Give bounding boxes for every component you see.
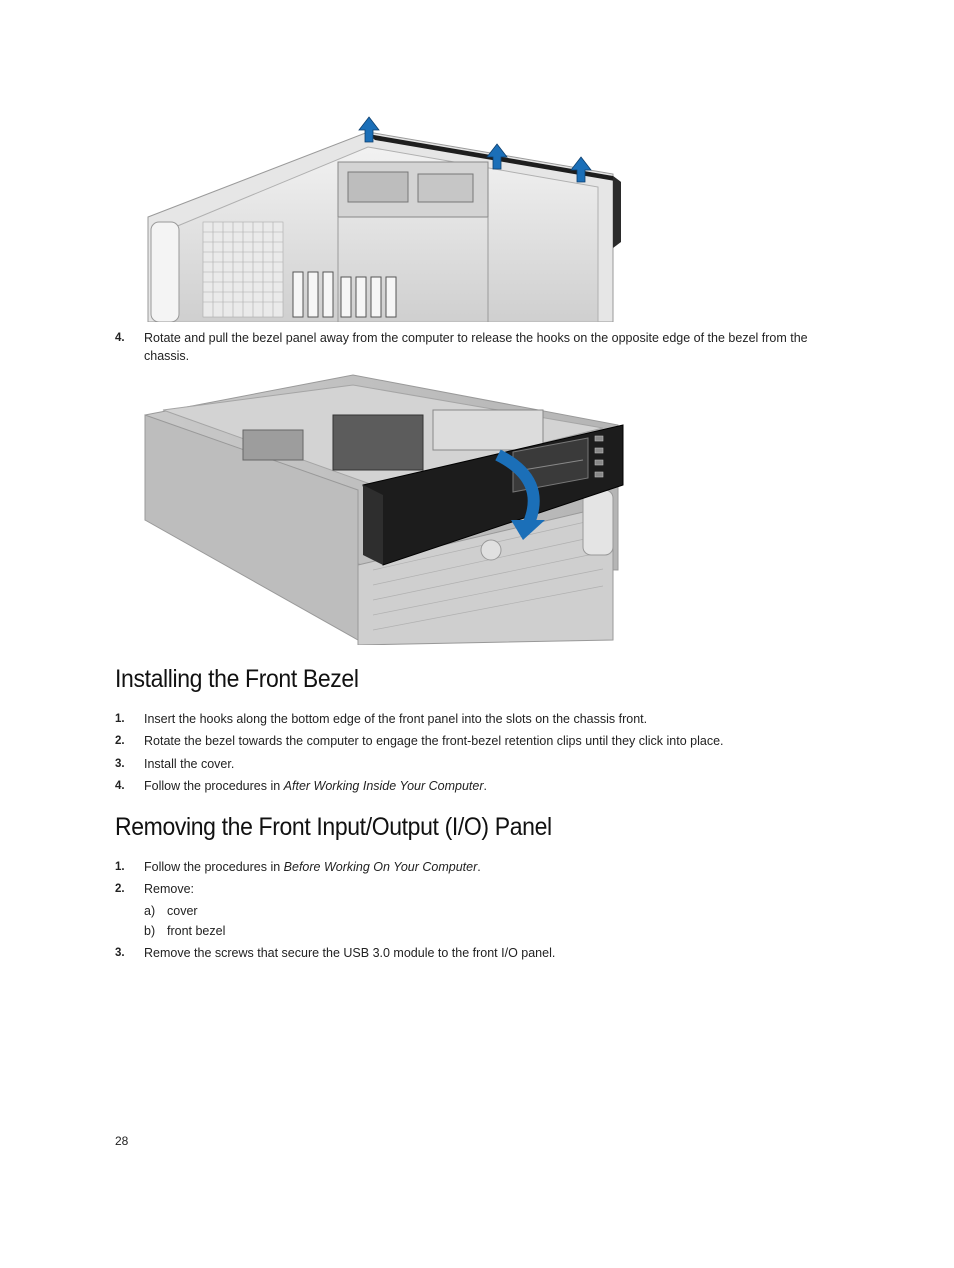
instruction-step	[115, 880, 825, 898]
step-number: 3.	[115, 947, 125, 959]
step-text-prefix: Follow the procedures in	[144, 779, 284, 793]
figure-bezel-rotate-away	[143, 370, 628, 645]
cross-reference-link[interactable]: Before Working On Your Computer	[283, 860, 478, 874]
step-text	[144, 858, 825, 876]
step-number: 1.	[115, 861, 125, 873]
step-text: Remove:	[144, 882, 195, 896]
step-number: 1.	[115, 713, 125, 725]
section-title-installing-front-bezel: Installing the Front Bezel	[115, 665, 359, 693]
step-text-prefix: Follow the procedures in	[144, 860, 284, 874]
step-text: Insert the hooks along the bottom edge of the front panel into the slots on the chassis front.	[144, 712, 648, 726]
step-text-suffix: .	[477, 860, 481, 874]
sub-step-text: cover	[167, 904, 198, 918]
step-text: Rotate and pull the bezel panel away from the computer to release the hooks on the opposite edge of the bezel from the chassis.	[144, 331, 808, 363]
step-number: 4.	[115, 780, 125, 792]
step-text: Install the cover.	[144, 757, 235, 771]
step-number: 3.	[115, 758, 125, 770]
page-number: 28	[115, 1134, 129, 1148]
step-text: Remove the screws that secure the USB 3.0 module to the front I/O panel.	[144, 946, 556, 960]
instruction-step	[115, 858, 825, 876]
cross-reference-link[interactable]: After Working Inside Your Computer	[283, 779, 484, 793]
step-number: 2.	[115, 883, 125, 895]
instruction-step	[115, 732, 825, 750]
instruction-step	[115, 329, 825, 365]
sub-step	[144, 902, 198, 920]
instruction-step	[115, 755, 825, 773]
step-number: 2.	[115, 735, 125, 747]
sub-step	[144, 922, 225, 940]
sub-step-letter: b)	[144, 924, 156, 938]
step-text: Rotate the bezel towards the computer to engage the front-bezel retention clips until they click into place.	[144, 734, 724, 748]
step-text-suffix: .	[483, 779, 488, 793]
figure-bezel-release-hooks	[143, 112, 628, 322]
instruction-step	[115, 777, 825, 795]
step-text	[144, 777, 825, 795]
instruction-step	[115, 710, 825, 728]
step-number: 4.	[115, 332, 125, 344]
sub-step-text: front bezel	[167, 924, 226, 938]
section-title-removing-front-io-panel: Removing the Front Input/Output (I/O) Panel	[115, 813, 552, 841]
instruction-step	[115, 944, 825, 962]
sub-step-letter: a)	[144, 904, 156, 918]
